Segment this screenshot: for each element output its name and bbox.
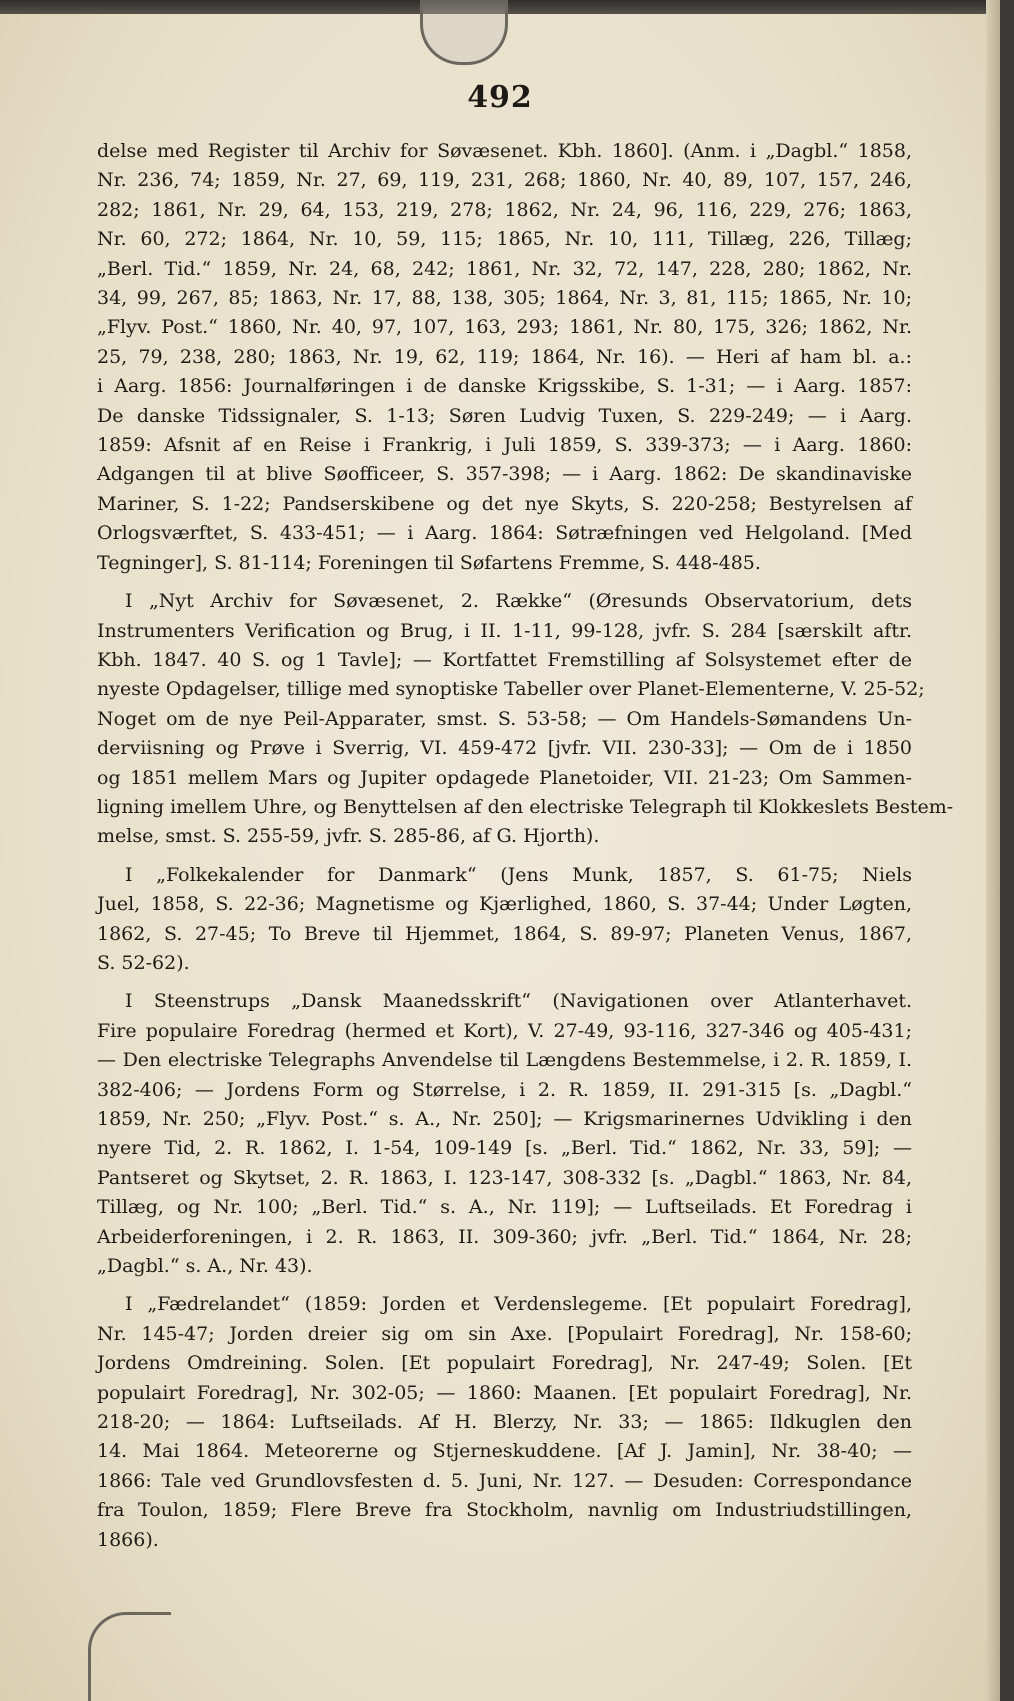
text-line: Nr. 60, 272; 1864, Nr. 10, 59, 115; 1865, Nr. 10, 111, Tillæg, 226, Tillæg;	[97, 228, 912, 251]
text-line: S. 52-62).	[97, 951, 190, 974]
text-line: delse med Register til Archiv for Søvæsenet. Kbh. 1860]. (Anm. i „Dagbl.“ 1858,	[97, 140, 912, 162]
text-line: 34, 99, 267, 85; 1863, Nr. 17, 88, 138, 305; 1864, Nr. 3, 81, 115; 1865, Nr. 10;	[97, 287, 912, 310]
page-corner-clip	[88, 1612, 171, 1701]
main-text	[97, 137, 954, 1555]
text-line: — Den electriske Telegraphs Anvendelse til Længdens Bestemmelse, i 2. R. 1859, I.	[97, 1049, 912, 1072]
page-clip	[420, 0, 508, 65]
text-line: I „Folkekalender for Danmark“ (Jens Munk, 1857, S. 61-75; Niels	[125, 863, 912, 886]
text-line: 282; 1861, Nr. 29, 64, 153, 219, 278; 1862, Nr. 24, 96, 116, 229, 276; 1863,	[97, 198, 912, 221]
text-line: Jordens Omdreining. Solen. [Et populairt Foredrag], Nr. 247-49; Solen. [Et	[97, 1352, 912, 1375]
text-line: i Aarg. 1856: Journalføringen i de danske Krigsskibe, S. 1-31; — i Aarg. 1857:	[97, 375, 912, 398]
text-line: I „Fædrelandet“ (1859: Jorden et Verdenslegeme. [Et populairt Foredrag],	[125, 1293, 912, 1316]
text-line: 1859: Afsnit af en Reise i Frankrig, i Juli 1859, S. 339-373; — i Aarg. 1860:	[97, 434, 912, 457]
text-line: Nr. 145-47; Jorden dreier sig om sin Axe. [Populairt Foredrag], Nr. 158-60;	[97, 1322, 912, 1345]
text-line: I „Nyt Archiv for Søvæsenet, 2. Række“ (Øresunds Observatorium, dets	[125, 590, 912, 613]
text-line: I Steenstrups „Dansk Maanedsskrift“ (Navigationen over Atlanterhavet.	[125, 990, 912, 1013]
text-line: 1862, S. 27-45; To Breve til Hjemmet, 1864, S. 89-97; Planeten Venus, 1867,	[97, 922, 912, 945]
text-line: Kbh. 1847. 40 S. og 1 Tavle]; — Kortfattet Fremstilling af Solsystemet efter de	[97, 648, 912, 671]
text-line: Tillæg, og Nr. 100; „Berl. Tid.“ s. A., Nr. 119]; — Luftseilads. Et Foredrag i	[97, 1196, 912, 1219]
text-line: melse, smst. S. 255-59, jvfr. S. 285-86, af G. Hjorth).	[97, 825, 600, 848]
text-line: derviisning og Prøve i Sverrig, VI. 459-472 [jvfr. VII. 230-33]; — Om de i 1850	[97, 737, 912, 760]
text-line: ligning imellem Uhre, og Benyttelsen af den electriske Telegraph til Klokkeslets Bestem-	[97, 795, 954, 818]
text-line: Nr. 236, 74; 1859, Nr. 27, 69, 119, 231, 268; 1860, Nr. 40, 89, 107, 157, 246,	[97, 169, 912, 192]
text-line: 1866: Tale ved Grundlovsfesten d. 5. Juni, Nr. 127. — Desuden: Correspondance	[97, 1469, 912, 1492]
text-line: 1859, Nr. 250; „Flyv. Post.“ s. A., Nr. 250]; — Krigsmarinernes Udvikling i den	[97, 1108, 912, 1130]
text-line: 1866).	[97, 1528, 159, 1551]
text-line: „Berl. Tid.“ 1859, Nr. 24, 68, 242; 1861, Nr. 32, 72, 147, 228, 280; 1862, Nr.	[97, 257, 912, 280]
text-line: De danske Tidssignaler, S. 1-13; Søren Ludvig Tuxen, S. 229-249; — i Aarg.	[97, 404, 912, 427]
text-line: nyeste Opdagelser, tillige med synoptiske Tabeller over Planet-Elementerne, V. 25-52;	[97, 678, 925, 701]
text-line: Fire populaire Foredrag (hermed et Kort), V. 27-49, 93-116, 327-346 og 405-431;	[97, 1019, 912, 1042]
text-line: Juel, 1858, S. 22-36; Magnetisme og Kjærlighed, 1860, S. 37-44; Under Løgten,	[97, 893, 912, 916]
text-line: Noget om de nye Peil-Apparater, smst. S. 53-58; — Om Handels-Sømandens Un-	[97, 707, 912, 730]
text-line: 218-20; — 1864: Luftseilads. Af H. Blerzy, Nr. 33; — 1865: Ildkuglen den	[97, 1411, 912, 1434]
page-number: 492	[467, 80, 533, 115]
text-line: fra Toulon, 1859; Flere Breve fra Stockholm, navnlig om Industriudstillingen,	[97, 1499, 912, 1522]
text-line: „Dagbl.“ s. A., Nr. 43).	[97, 1255, 313, 1278]
text-line: 382-406; — Jordens Form og Størrelse, i 2. R. 1859, II. 291-315 [s. „Dagbl.“	[97, 1078, 912, 1101]
text-line: Mariner, S. 1-22; Pandserskibene og det nye Skyts, S. 220-258; Bestyrelsen af	[97, 492, 912, 515]
text-line: Tegninger], S. 81-114; Foreningen til Søfartens Fremme, S. 448-485.	[97, 551, 761, 574]
text-line: Arbeiderforeningen, i 2. R. 1863, II. 309-360; jvfr. „Berl. Tid.“ 1864, Nr. 28;	[97, 1225, 912, 1248]
text-line: og 1851 mellem Mars og Jupiter opdagede Planetoider, VII. 21-23; Om Sammen-	[97, 766, 912, 789]
text-line: nyere Tid, 2. R. 1862, I. 1-54, 109-149 [s. „Berl. Tid.“ 1862, Nr. 33, 59]; —	[97, 1137, 912, 1160]
text-line: Orlogsværftet, S. 433-451; — i Aarg. 1864: Søtræfningen ved Helgoland. [Med	[97, 522, 912, 545]
text-line: populairt Foredrag], Nr. 302-05; — 1860: Maanen. [Et populairt Foredrag], Nr.	[97, 1381, 912, 1404]
text-line: „Flyv. Post.“ 1860, Nr. 40, 97, 107, 163, 293; 1861, Nr. 80, 175, 326; 1862, Nr.	[97, 316, 912, 339]
text-line: 14. Mai 1864. Meteorerne og Stjerneskuddene. [Af J. Jamin], Nr. 38-40; —	[97, 1440, 912, 1463]
text-line: 25, 79, 238, 280; 1863, Nr. 19, 62, 119; 1864, Nr. 16). — Heri af ham bl. a.:	[97, 345, 912, 368]
text-line: Adgangen til at blive Søofficeer, S. 357-398; — i Aarg. 1862: De skandinaviske	[97, 463, 912, 486]
text-line: Instrumenters Verification og Brug, i II. 1-11, 99-128, jvfr. S. 284 [særskilt aftr.	[97, 619, 912, 642]
text-line: Pantseret og Skytset, 2. R. 1863, I. 123-147, 308-332 [s. „Dagbl.“ 1863, Nr. 84,	[97, 1166, 912, 1189]
page-edge-shadow	[986, 0, 1000, 1701]
